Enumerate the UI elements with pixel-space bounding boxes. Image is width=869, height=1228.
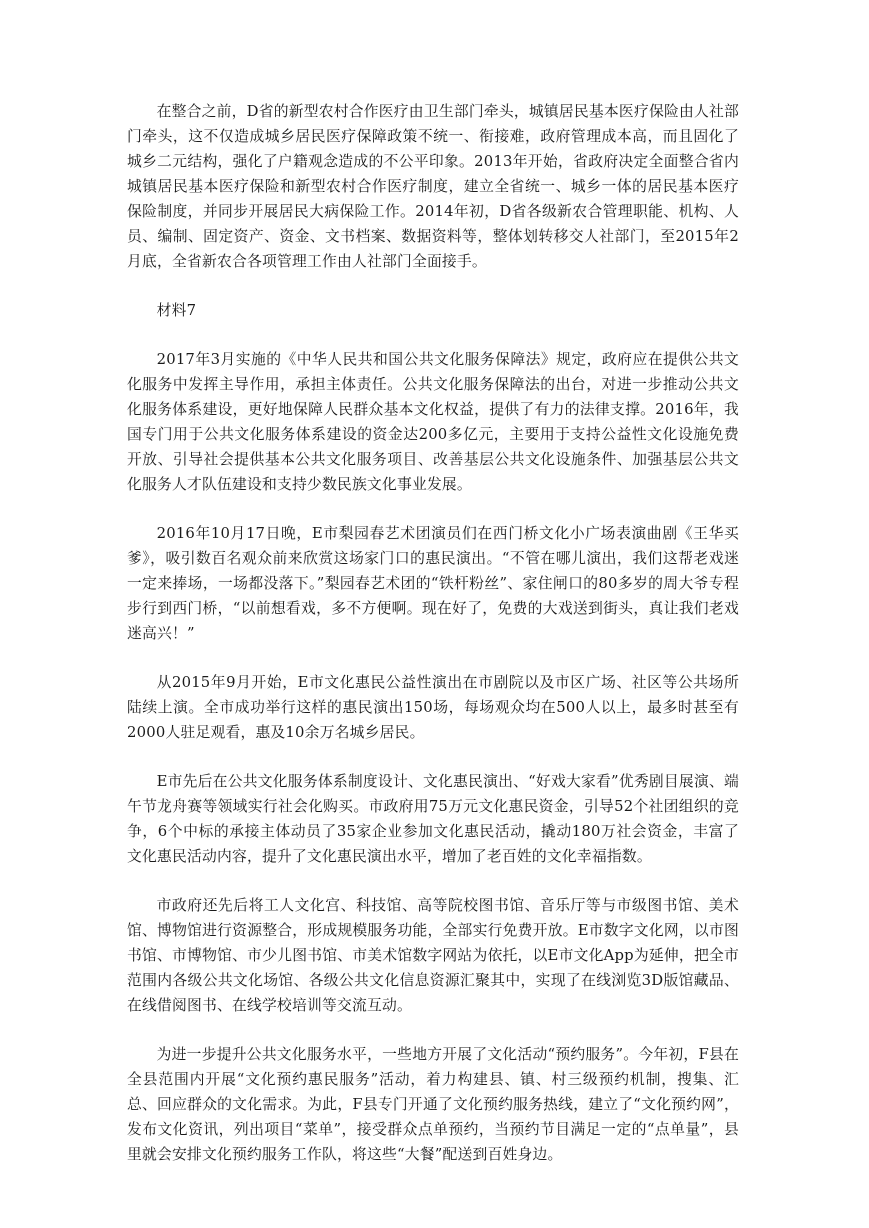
paragraph-resource-integration: 市政府还先后将工人文化宫、科技馆、高等院校图书馆、音乐厅等与市级图书馆、美术馆、博物馆进行资源整合，形成规模服务功能，全部实行免费开放。E市数字文化网，以市图书馆、市博物馆、市少儿图书馆、市美术馆数字网站为依托，以E市文化App为延伸，把全市范围内各级公共文化场馆、各级公共文化信息资源汇聚其中，实现了在线浏览3D版馆藏品、在线借阅图书、在线学校培训等交流互动。 (127, 897, 739, 1014)
paragraph-reservation-service: 为进一步提升公共文化服务水平，一些地方开展了文化活动“预约服务”。今年初，F县在全县范围内开展“文化预约惠民服务”活动，着力构建县、镇、村三级预约机制，搜集、汇总、回应群众的文化需求。为此，F县专门开通了文化预约服务热线，建立了“文化预约网”，发布文化资讯，列出项目“菜单”，接受群众点单预约，当预约节目满足一定的“点单量”，县里就会安排文化预约服务工作队，将这些“大餐”配送到百姓身边。 (127, 1046, 739, 1163)
paragraph-public-welfare-shows: 从2015年9月开始，E市文化惠民公益性演出在市剧院以及市区广场、社区等公共场所陆续上演。全市成功举行这样的惠民演出150场，每场观众均在500人以上，最多时甚至有2000人驻足观看，惠及10余万名城乡居民。 (127, 674, 739, 741)
paragraph-public-culture-law: 2017年3月实施的《中华人民共和国公共文化服务保障法》规定，政府应在提供公共文化服务中发挥主导作用，承担主体责任。公共文化服务保障法的出台，对进一步推动公共文化服务体系建设，更好地保障人民群众基本文化权益，提供了有力的法律支撑。2016年，我国专门用于公共文化服务体系建设的资金达200多亿元，主要用于支持公益性文化设施免费开放、引导社会提供基本公共文化服务项目、改善基层公共文化设施条件、加强基层公共文化服务人才队伍建设和支持少数民族文化事业发展。 (127, 351, 739, 493)
paragraph-opera-performance: 2016年10月17日晚，E市梨园春艺术团演员们在西门桥文化小广场表演曲剧《王华买爹》，吸引数百名观众前来欣赏这场家门口的惠民演出。“不管在哪儿演出，我们这帮老戏迷一定来捧场，一场都没落下。”梨园春艺术团的“铁杆粉丝”、家住闸口的80多岁的周大爷专程步行到西门桥，“以前想看戏，多不方便啊。现在好了，免费的大戏送到街头，真让我们老戏迷高兴！” (127, 525, 739, 642)
paragraph-social-procurement: E市先后在公共文化服务体系制度设计、文化惠民演出、“好戏大家看”优秀剧目展演、端午节龙舟赛等领域实行社会化购买。市政府用75万元文化惠民资金，引导52个社团组织的竞争，6个中标的承接主体动员了35家企业参加文化惠民活动，撬动180万社会资金，丰富了文化惠民活动内容，提升了文化惠民演出水平，增加了老百姓的文化幸福指数。 (127, 773, 739, 865)
document-body (127, 99, 739, 1191)
paragraph-medical-insurance-integration: 在整合之前，D省的新型农村合作医疗由卫生部门牵头，城镇居民基本医疗保险由人社部门牵头，这不仅造成城乡居民医疗保障政策不统一、衔接难，政府管理成本高，而且固化了城乡二元结构，强化了户籍观念造成的不公平印象。2013年开始，省政府决定全面整合省内城镇居民基本医疗保险和新型农村合作医疗制度，建立全省统一、城乡一体的居民基本医疗保险制度，并同步开展居民大病保险工作。2014年初，D省各级新农合管理职能、机构、人员、编制、固定资产、资金、文书档案、数据资料等，整体划转移交人社部门，至2015年2月底，全省新农合各项管理工作由人社部门全面接手。 (127, 103, 739, 270)
material-heading: 材料7 (156, 302, 197, 319)
